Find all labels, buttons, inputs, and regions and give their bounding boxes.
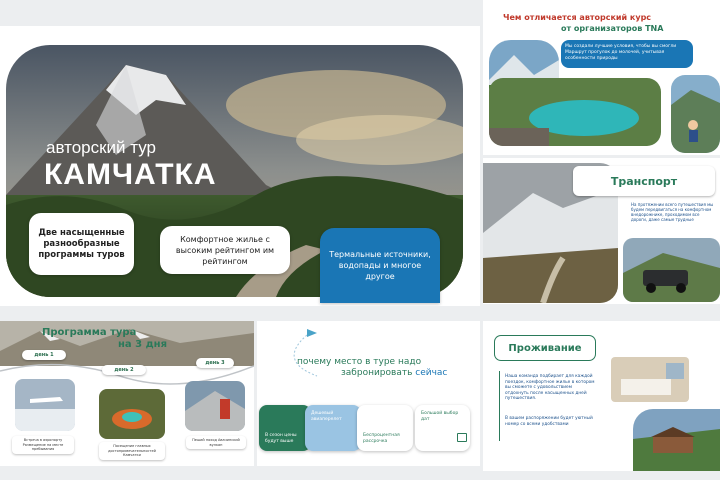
day3-tag: день 3: [196, 358, 234, 368]
day1-caption: Встреча в аэропорту Размещение на месте пребывания: [12, 436, 74, 454]
program-slide[interactable]: [0, 321, 254, 466]
booking-title-highlight: сейчас: [415, 368, 448, 378]
hero-title-big: КАМЧАТКА: [44, 158, 217, 191]
booking-option-dates: Большой выбор дат: [415, 405, 470, 451]
feature-card-housing: Комфортное жилье с высоким рейтингом им рейтингом: [160, 226, 290, 274]
accommodation-title: Проживание: [495, 336, 595, 360]
day2-caption: Посещение главных достопримечательностей Камчатки: [99, 442, 165, 460]
program-title-line2: на 3 дня: [118, 339, 167, 350]
day3-caption: Пеший поход Авачинский вулкан: [186, 436, 246, 449]
difference-slide[interactable]: [483, 0, 720, 155]
booking-option-season: В сезон цены будут выше: [259, 405, 311, 451]
booking-option-installment: Беспроцентная рассрочка: [357, 405, 413, 451]
hiker-photo: [671, 75, 720, 153]
accommodation-text-2: В вашем распоряжении будет уютный номер со всеми удобствами: [505, 416, 593, 427]
program-title-line1: Программа тура: [42, 327, 137, 338]
geyser-photo: [99, 389, 165, 439]
booking-slide[interactable]: [257, 321, 480, 466]
calendar-icon: [457, 433, 467, 442]
turquoise-lake-photo: [489, 78, 661, 146]
airplane-photo: [15, 379, 75, 431]
accommodation-slide[interactable]: [483, 321, 720, 471]
booking-title-line1: почему место в туре надо: [297, 357, 422, 367]
hiker-volcano-photo: [185, 381, 245, 431]
lodge-exterior-photo: [633, 409, 720, 471]
transport-title: Транспорт: [573, 166, 715, 196]
hero-slide[interactable]: [0, 26, 480, 306]
transport-slide[interactable]: [483, 158, 720, 304]
paper-plane-icon: [307, 329, 317, 337]
day2-tag: день 2: [102, 365, 146, 375]
booking-title-line2: [341, 368, 447, 378]
transport-description: На протяжении всего путешествия мы будем передвигаться на комфортном внедорожнике, проходимом все дороги, даже самые трудные: [631, 202, 714, 222]
booking-title-word: забронировать: [341, 368, 413, 378]
hotel-room-photo: [611, 357, 689, 402]
difference-title-line1: Чем отличается авторский курс: [503, 13, 652, 22]
hero-title-small: авторский тур: [46, 138, 157, 157]
feature-card-thermal: Термальные источники, водопады и многое другое: [320, 228, 440, 303]
difference-title-line2: от организаторов TNA: [561, 24, 664, 33]
difference-description: Мы создали лучшие условия, чтобы вы смогли Маршрут прогулок до молочей, учитывая особенности природы: [561, 40, 693, 68]
accent-line: [499, 371, 500, 441]
suv-car-photo: [623, 238, 720, 302]
accommodation-text-1: Наша команда подбирает для каждой поездок, комфортное жилье в котором вы сможете с удовольствием отдохнуть после насыщенных дней путешествия.: [505, 374, 595, 401]
booking-option-flight: Дешевый авиаперелет: [305, 405, 361, 451]
day1-tag: день 1: [22, 350, 66, 360]
feature-card-programs: Две насыщенные разнообразные программы туров: [29, 213, 134, 275]
